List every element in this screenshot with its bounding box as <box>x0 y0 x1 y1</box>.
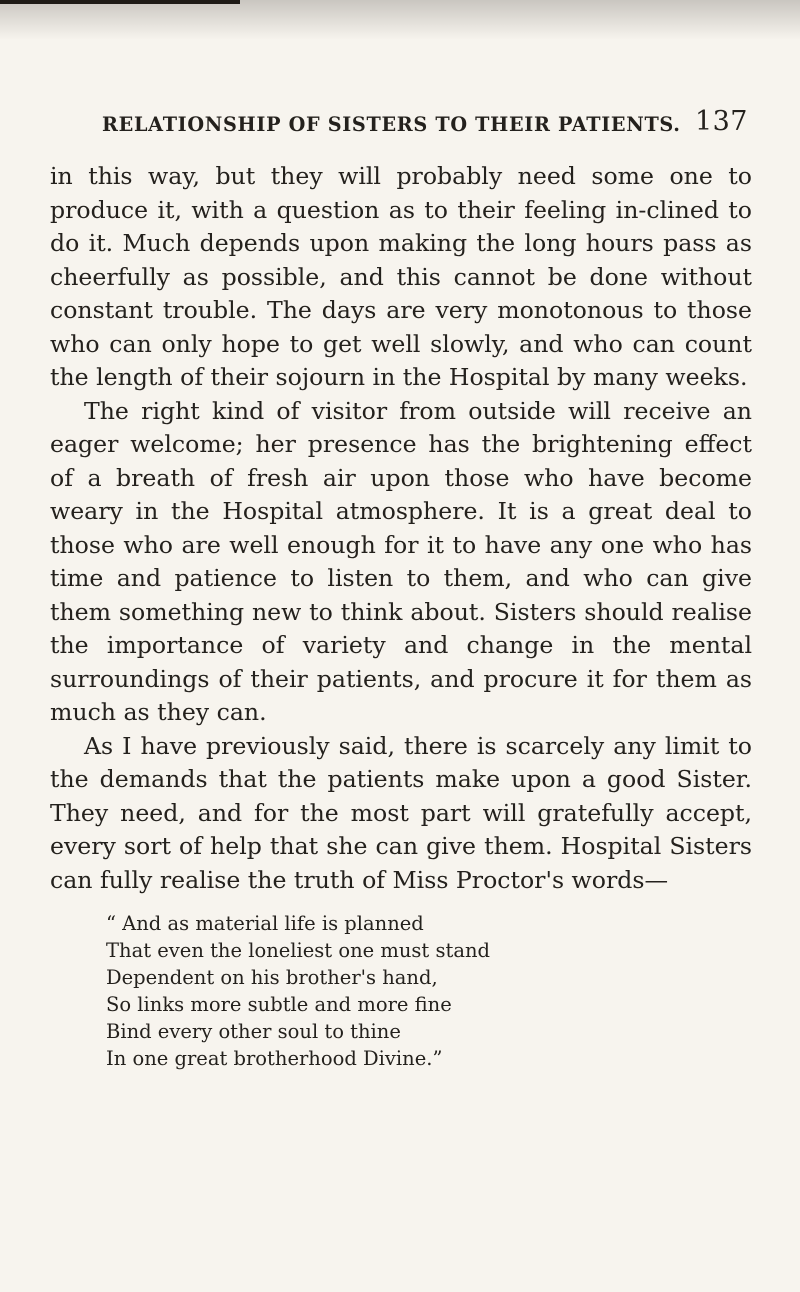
header-title: RELATIONSHIP OF SISTERS TO THEIR PATIENTS. <box>102 113 681 136</box>
poem-line: That even the loneliest one must stand <box>106 939 490 962</box>
poem-line: In one great brotherhood Divine.” <box>106 1047 443 1070</box>
body-paragraph: The right kind of visitor from outside will receive an eager welcome; her presence has the brightening effect of a breath of fresh air upon those who have become weary in the Hospital atmosphere. It is a great deal to those who are well enough for it to have any one who has time and patience to listen to them, and who can give them something new to think about. Sisters should realise the importance of variety and change in the mental surroundings of their patients, and procure it for them as much as they can. <box>50 396 752 726</box>
poem-line: “ And as material life is planned <box>106 912 424 935</box>
poem-line: So links more subtle and more fine <box>106 993 452 1016</box>
page-body <box>50 160 752 1072</box>
poem-line: Bind every other soul to thine <box>106 1020 401 1043</box>
page-edge-shadow <box>0 0 800 40</box>
top-edge-rule <box>0 0 240 4</box>
book-page <box>50 94 752 1072</box>
page-number: 137 <box>694 106 748 137</box>
running-header <box>50 94 752 140</box>
body-paragraph: As I have previously said, there is scarcely any limit to the demands that the patients make upon a good Sister. They need, and for the most part will gratefully accept, every sort of help that she can give them. Hospital Sisters can fully realise the truth of Miss Proctor's words— <box>50 731 752 894</box>
body-paragraph: in this way, but they will probably need some one to produce it, with a question as to their feeling in-clined to do it. Much depends upon making the long hours pass as cheerfully as possible, and this cannot be done without constant trouble. The days are very monotonous to those who can only hope to get well slowly, and who can count the length of their sojourn in the Hospital by many weeks. <box>50 162 752 391</box>
quoted-poem <box>106 910 752 1072</box>
poem-line: Dependent on his brother's hand, <box>106 966 438 989</box>
